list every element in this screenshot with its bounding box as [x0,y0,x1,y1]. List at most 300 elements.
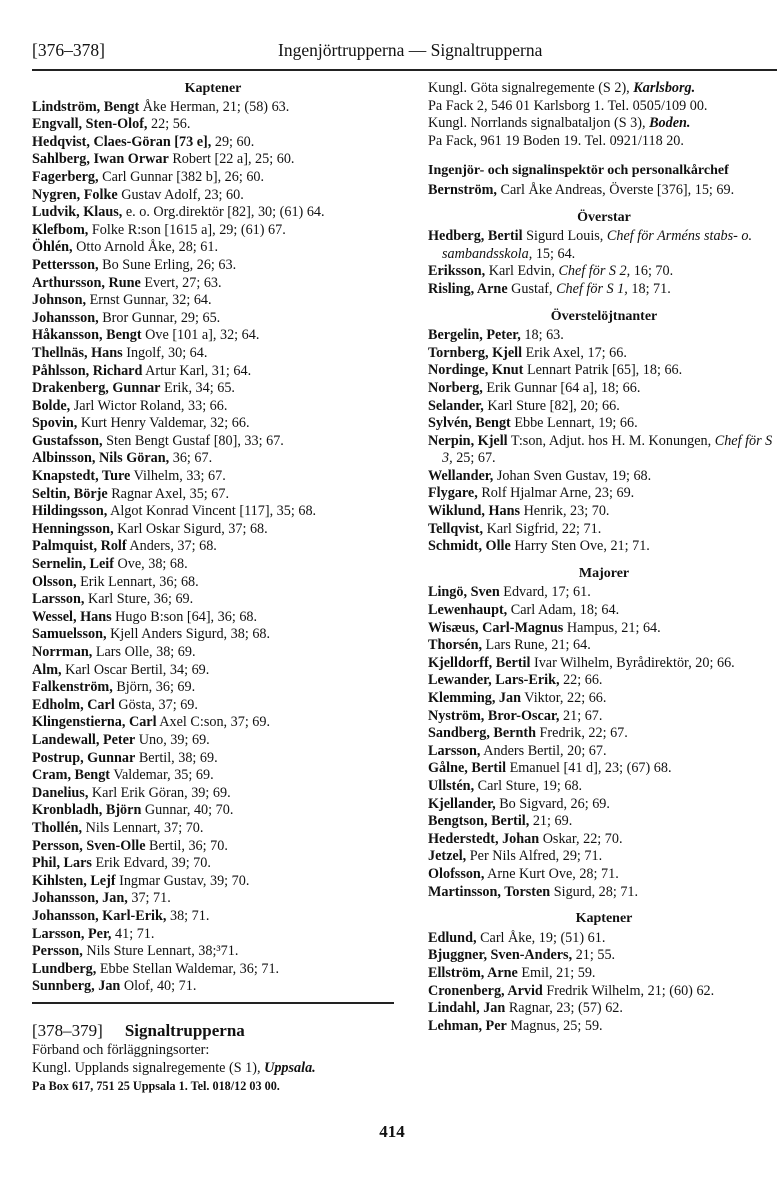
entry-details: Valdemar, 35; 69. [110,767,214,784]
list-entry [428,584,780,602]
list-entry [428,884,780,902]
left-column [32,80,394,1095]
entry-details: 21; 55. [572,947,616,964]
entry-name: Knapstedt, Ture [32,468,131,485]
entry-details: Erik Axel, 17; 66. [522,344,627,361]
unit-address: Pa Fack 2, 546 01 Karlsborg 1. Tel. 0505/109 00. [428,97,708,114]
list-entry [32,926,394,944]
entry-name: Larsson, Per, [32,925,112,942]
list-entry [428,485,780,503]
list-entry [428,655,780,673]
entry-details: e. o. Org.direktör [82], 30; (61) 64. [122,204,325,221]
list-entry [32,644,394,662]
entry-name: Seltin, Börje [32,485,108,502]
list-entry [428,503,780,521]
list-entry [32,327,394,345]
entry-name: Henningsson, [32,520,114,537]
unit-address: Pa Box 617, 751 25 Uppsala 1. Tel. 018/12 03 00. [32,1078,280,1093]
entry-name: Danelius, [32,784,89,801]
unit-place: Uppsala. [264,1060,316,1077]
section-subtitle: Förband och förläggningsorter: [32,1042,210,1059]
entry-years: 25; 67. [452,450,496,467]
entry-position: Chef för S 1, [556,280,628,297]
list-entry [428,983,780,1001]
entry-details: Johan Sven Gustav, 19; 68. [493,467,652,484]
entry-details: Uno, 39; 69. [135,731,210,748]
entry-details: Karl Erik Göran, 39; 69. [88,784,231,801]
entry-name: Ellström, Arne [428,964,518,981]
list-entry [32,151,394,169]
entry-details: Arne Kurt Ove, 28; 71. [484,865,619,882]
entry-details: Anders, 37; 68. [126,538,217,555]
unit-address: Pa Fack, 961 19 Boden 19. Tel. 0921/118 20. [428,132,684,149]
entry-details: Emanuel [41 d], 23; (67) 68. [506,760,672,777]
entry-details: Karl Sigfrid, 22; 71. [483,520,602,537]
entry-details: Lennart Patrik [65], 18; 66. [523,362,683,379]
inspector-entry [428,182,780,200]
entry-name: Schmidt, Olle [428,538,511,555]
page-number: 414 [379,1122,405,1141]
entry-name: Persson, [32,943,83,960]
entry-details: 18; 63. [520,327,564,344]
list-entry [32,169,394,187]
list-entry [32,415,394,433]
entry-name: Larsson, [428,742,481,759]
entry-details: Ernst Gunnar, 32; 64. [86,292,212,309]
entry-details: Jarl Wictor Roland, 33; 66. [70,397,228,414]
entry-details: Sigurd, 28; 71. [550,883,639,900]
entry-details: Gunnar, 40; 70. [141,802,234,819]
entry-name: Thellnäs, Hans [32,344,123,361]
unit-list [428,80,780,150]
entry-name: Edholm, Carl [32,696,115,713]
entry-name: Postrup, Gunnar [32,749,136,766]
entry-details: Karl Oscar Bertil, 34; 69. [61,661,210,678]
kaptener-heading-right: Kaptener [575,911,633,927]
list-entry [32,239,394,257]
entry-name: Nygren, Folke [32,186,118,203]
entry-name: Albinsson, Nils Göran, [32,450,170,467]
entry-details: Erik Lennart, 36; 68. [76,573,199,590]
entry-details: Carl Adam, 18; 64. [507,602,620,619]
entry-details: Kjell Anders Sigurd, 38; 68. [106,626,271,643]
list-entry [428,1018,780,1036]
entry-name: Norrman, [32,644,93,660]
entry-name: Ullstén, [428,777,475,794]
list-entry [428,866,780,884]
entry-name: Håkansson, Bengt [32,327,142,344]
list-entry [32,714,394,732]
entry-details: Åke Herman, 21; (58) 63. [139,98,290,115]
entry-details: T:son, Adjut. hos H. M. Konungen, [507,432,715,449]
entry-name: Hedberg, Bertil [428,228,523,245]
entry-name: Bernström, [428,181,497,198]
right-column [428,80,780,1035]
list-entry [32,679,394,697]
entry-name: Johansson, [32,309,99,326]
entry-name: Phil, Lars [32,855,92,872]
entry-details: Nils Lennart, 37; 70. [82,819,204,836]
running-title: Ingenjörtrupperna — Signaltrupperna [278,40,543,60]
list-entry [428,831,780,849]
kaptener-list [32,99,394,996]
entry-name: Flygare, [428,485,478,502]
entry-details: 36; 67. [169,450,213,467]
entry-details: 21; 67. [559,707,603,724]
list-entry [428,813,780,831]
entry-name: Spovin, [32,415,78,432]
entry-name: Pettersson, [32,256,99,273]
entry-name: Thollén, [32,819,83,836]
entry-years: 16; 70. [630,263,674,280]
entry-details: 22; 66. [559,672,603,689]
list-entry [428,690,780,708]
page-header [32,40,776,66]
entry-name: Wisæus, Carl-Magnus [428,619,564,636]
entry-name: Kihlsten, Lejf [32,872,116,889]
entry-details: Ivar Wilhelm, Byrådirektör, 20; 66. [530,654,735,671]
entry-name: Risling, Arne [428,280,508,297]
header-rule [32,69,777,71]
list-entry [428,415,780,433]
entry-name: Lehman, Per [428,1017,507,1034]
entry-name: Martinsson, Torsten [428,883,551,900]
list-entry [32,521,394,539]
entry-name: Tornberg, Kjell [428,344,523,361]
entry-details: Bo Sigvard, 26; 69. [495,795,610,812]
entry-details: Bertil, 36; 70. [145,837,228,854]
entry-details: Per Nils Alfred, 29; 71. [466,848,603,865]
entry-name: Sylvén, Bengt [428,415,511,432]
list-entry [428,778,780,796]
entry-details: Carl Gunnar [382 b], 26; 60. [98,168,265,185]
entry-details: Algot Konrad Vincent [117], 35; 68. [107,503,317,520]
entry-details: Lars Olle, 38; 69. [92,644,196,660]
overstar-heading: Överstar [577,209,631,225]
entry-name: Tellqvist, [428,520,484,537]
entry-details: Edvard, 17; 61. [499,584,591,601]
list-entry [32,99,394,117]
majorer-list [428,584,780,901]
entry-name: Klingenstierna, Carl [32,714,157,731]
entry-name: Olsson, [32,573,77,590]
list-entry [428,965,780,983]
entry-name: Cram, Bengt [32,767,111,784]
entry-details: Erik, 34; 65. [160,380,235,397]
list-entry [32,486,394,504]
entry-name: Landewall, Peter [32,731,136,748]
entry-details: Emil, 21; 59. [517,964,596,981]
entry-name: Eriksson, [428,263,486,280]
entry-details: Magnus, 25; 59. [506,1017,603,1034]
list-entry [428,228,780,263]
entry-details: Axel C:son, 37; 69. [156,714,271,731]
entry-name: Sernelin, Leif [32,556,114,573]
list-entry [428,281,780,299]
list-entry [428,521,780,539]
list-entry [428,398,780,416]
list-entry [428,1000,780,1018]
entry-details: Vilhelm, 33; 67. [130,468,226,485]
list-entry [428,327,780,345]
entry-name: Klemming, Jan [428,690,522,706]
list-entry [32,310,394,328]
entry-details: Lars Rune, 21; 64. [482,637,591,654]
list-entry [428,947,780,965]
kaptener-list-right [428,930,780,1036]
list-entry [32,503,394,521]
list-entry [32,187,394,205]
entry-name: Lindström, Bengt [32,98,140,115]
entry-name: Sahlberg, Iwan Orwar [32,151,169,168]
entry-name: Drakenberg, Gunnar [32,380,161,397]
list-entry [32,134,394,152]
entry-name: Falkenström, [32,679,113,696]
entry-details: Erik Edvard, 39; 70. [91,855,211,872]
list-entry [32,767,394,785]
entry-details: Hugo B:son [64], 36; 68. [111,608,258,625]
entry-name: Johnson, [32,292,87,309]
entry-position: Chef för S 3, [442,432,773,467]
entry-name: Bergelin, Peter, [428,327,521,344]
entry-details: Olof, 40; 71. [120,978,197,995]
list-entry [32,468,394,486]
entry-details: Gustaf, [507,280,557,297]
entry-name: Larsson, [32,591,85,608]
entry-name: Hedqvist, Claes-Göran [73 e], [32,133,212,150]
unit-name: Kungl. Upplands signalregemente (S 1), [32,1060,265,1077]
list-entry [428,708,780,726]
entry-details: Ove, 38; 68. [113,556,188,573]
list-entry [32,574,394,592]
entry-details: 29; 60. [211,133,255,150]
entry-name: Edlund, [428,929,477,946]
entry-name: Lingö, Sven [428,584,500,601]
entry-details: Bo Sune Erling, 26; 63. [98,256,237,273]
entry-details: Ragnar, 23; (57) 62. [505,1000,623,1017]
list-entry [32,785,394,803]
unit-entry [32,1060,394,1078]
entry-details: Karl Edvin, [485,263,559,280]
entry-name: Persson, Sven-Olle [32,837,146,854]
unit-name: Kungl. Norrlands signalbataljon (S 3), [428,115,650,132]
list-entry [32,363,394,381]
entry-name: Olofsson, [428,865,485,882]
list-entry [32,873,394,891]
list-entry [32,222,394,240]
list-entry [32,890,394,908]
entry-name: Klefbom, [32,221,89,238]
entry-name: Lindahl, Jan [428,1000,506,1017]
entry-name: Selander, [428,397,484,414]
list-entry [32,732,394,750]
entry-details: Viktor, 22; 66. [521,690,607,706]
list-entry [32,750,394,768]
entry-name: Johansson, Karl-Erik, [32,907,167,924]
majorer-heading: Majorer [578,565,630,581]
list-entry [428,433,780,468]
list-entry [32,591,394,609]
entry-details: Otto Arnold Åke, 28; 61. [72,239,219,256]
page-range: [376–378] [32,40,105,60]
list-entry [32,838,394,856]
list-entry [428,725,780,743]
entry-details: Bertil, 38; 69. [135,749,218,766]
entry-name: Gustafsson, [32,432,103,449]
list-entry [32,116,394,134]
entry-details: Fredrik Wilhelm, 21; (60) 62. [542,982,715,999]
entry-details: Anders Bertil, 20; 67. [480,742,607,759]
list-entry [428,760,780,778]
entry-details: 41; 71. [111,925,155,942]
entry-details: Oskar, 22; 70. [539,830,623,847]
entry-name: Palmquist, Rolf [32,538,127,555]
entry-details: Sten Bengt Gustaf [80], 33; 67. [102,432,284,449]
list-entry [32,292,394,310]
entry-details: Carl Åke Andreas, Överste [376], 15; 69. [496,181,735,198]
list-entry [428,930,780,948]
entry-details: Ove [101 a], 32; 64. [141,327,260,344]
entry-details: Ragnar Axel, 35; 67. [107,485,230,502]
list-entry [32,380,394,398]
entry-details: 38; 71. [166,907,210,924]
section-name: Signaltrupperna [124,1020,245,1040]
entry-years: 15; 64. [532,245,576,262]
list-entry [428,538,780,556]
list-entry [32,802,394,820]
list-entry [428,263,780,281]
unit-entry [428,115,780,150]
entry-name: Påhlsson, Richard [32,362,143,379]
list-entry [32,257,394,275]
list-entry [32,978,394,996]
entry-details: Ingmar Gustav, 39; 70. [115,872,250,889]
entry-details: Karl Sture [82], 20; 66. [483,397,620,414]
entry-name: Kjellander, [428,795,496,812]
entry-details: 22; 56. [147,116,191,133]
overstelojtnanter-heading: Överstelöjtnanter [550,308,658,324]
list-entry [32,908,394,926]
entry-name: Cronenberg, Arvid [428,982,543,999]
section-heading [32,1022,394,1040]
list-entry [32,609,394,627]
entry-details: Nils Sture Lennart, 38;³71. [82,943,239,960]
entry-details: Sigurd Louis, [522,228,607,245]
list-entry [32,398,394,416]
unit-entry [428,80,780,115]
entry-name: Lundberg, [32,960,97,977]
list-entry [32,820,394,838]
entry-name: Norberg, [428,379,483,396]
entry-details: Hampus, 21; 64. [563,619,661,636]
list-entry [32,433,394,451]
entry-details: Erik Gunnar [64 a], 18; 66. [482,379,641,396]
entry-name: Wellander, [428,467,494,484]
list-entry [428,362,780,380]
entry-details: 37; 71. [127,890,171,907]
list-entry [428,848,780,866]
entry-details: Karl Oskar Sigurd, 37; 68. [113,520,268,537]
list-entry [32,855,394,873]
entry-name: Lewenhaupt, [428,602,508,619]
list-entry [428,672,780,690]
entry-name: Hederstedt, Johan [428,830,540,847]
overstar-list [428,228,780,298]
entry-details: Ingolf, 30; 64. [122,344,208,361]
entry-name: Engvall, Sten-Olof, [32,116,148,133]
entry-name: Kronbladh, Björn [32,802,142,819]
entry-details: Carl Sture, 19; 68. [474,777,583,794]
list-entry [32,538,394,556]
entry-name: Sandberg, Bernth [428,725,536,742]
entry-name: Öhlén, [32,239,73,256]
list-entry [428,743,780,761]
entry-position: Chef för S 2, [558,263,631,280]
entry-name: Nyström, Bror-Oscar, [428,707,560,724]
entry-name: Ludvik, Klaus, [32,204,123,221]
section-number: [378–379] [32,1020,103,1040]
entry-details: Bror Gunnar, 29; 65. [98,309,221,326]
list-entry [428,620,780,638]
entry-name: Wiklund, Hans [428,503,521,520]
unit-place: Boden. [649,115,691,132]
entry-details: Folke R:son [1615 a], 29; (61) 67. [88,221,286,238]
entry-details: Harry Sten Ove, 21; 71. [510,538,650,555]
entry-name: Hildingsson, [32,503,108,520]
entry-details: Rolf Hjalmar Arne, 23; 69. [477,485,635,502]
entry-name: Bolde, [32,397,71,414]
entry-name: Bjuggner, Sven-Anders, [428,947,573,964]
entry-details: Karl Sture, 36; 69. [84,591,194,608]
list-entry [32,697,394,715]
inspector-heading: Ingenjör- och signalinspektör och personalkårchef [428,163,729,179]
list-entry [32,626,394,644]
entry-position: Chef för Arméns stabs- o. sambandsskola, [442,228,753,262]
entry-details: Artur Karl, 31; 64. [142,362,252,379]
unit-name: Kungl. Göta signalregemente (S 2), [428,80,634,96]
list-entry [428,602,780,620]
entry-name: Nerpin, Kjell [428,432,508,449]
entry-name: Kjelldorff, Bertil [428,654,531,671]
entry-name: Sunnberg, Jan [32,978,121,995]
list-entry [32,450,394,468]
entry-name: Jetzel, [428,848,467,865]
entry-details: Björn, 36; 69. [112,679,196,696]
entry-details: Gösta, 37; 69. [114,696,198,713]
list-entry [428,345,780,363]
entry-name: Lewander, Lars-Erik, [428,672,560,689]
entry-name: Fagerberg, [32,168,99,185]
entry-details: Kurt Henry Valdemar, 32; 66. [77,415,250,432]
entry-details: Robert [22 a], 25; 60. [168,151,295,168]
entry-years: 18; 71. [627,280,671,297]
kaptener-heading: Kaptener [184,81,242,96]
entry-name: Johansson, Jan, [32,890,128,907]
entry-details: Ebbe Stellan Waldemar, 36; 71. [96,960,280,977]
entry-details: Evert, 27; 63. [140,274,222,291]
list-entry [428,637,780,655]
overstelojtnanter-list [428,327,780,556]
list-entry [32,556,394,574]
list-entry [428,796,780,814]
list-entry [32,943,394,961]
entry-name: Wessel, Hans [32,608,112,625]
entry-name: Thorsén, [428,637,482,654]
list-entry [428,380,780,398]
section-rule [32,1002,394,1004]
entry-name: Arthursson, Rune [32,274,141,291]
entry-name: Gålne, Bertil [428,760,507,777]
